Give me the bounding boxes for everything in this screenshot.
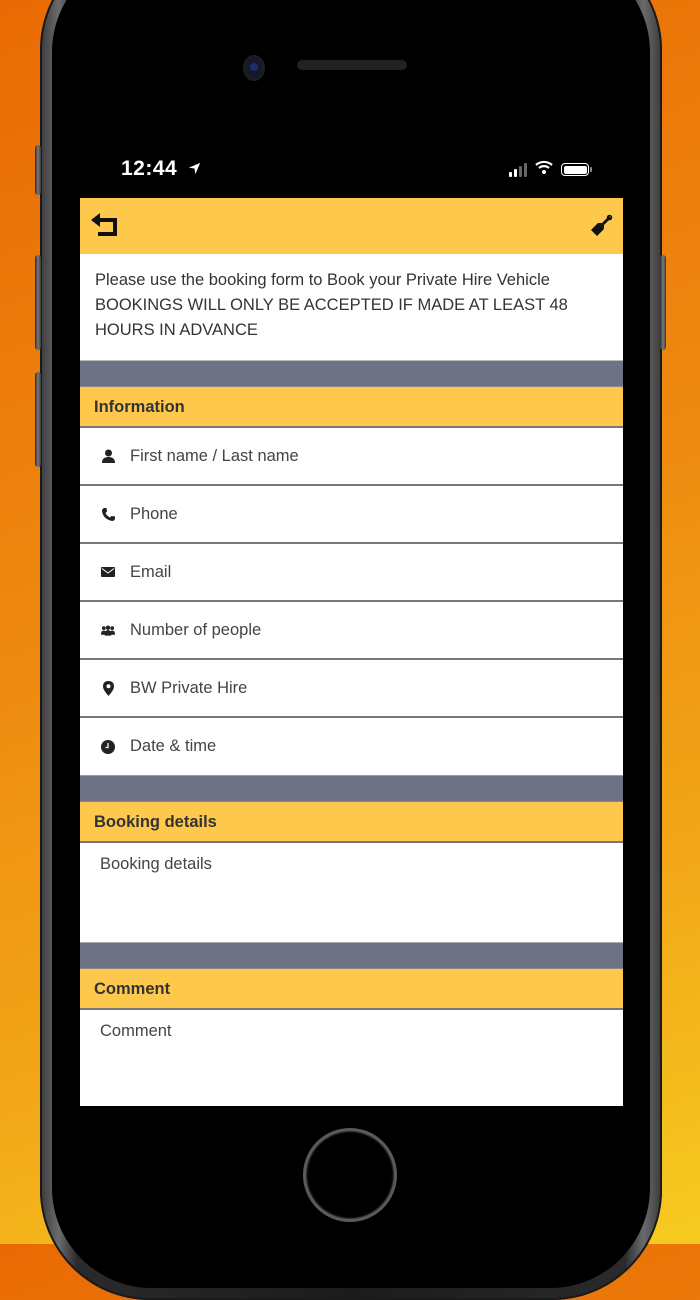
notice-line-2: BOOKINGS WILL ONLY BE ACCEPTED IF MADE AT LEAST 48 HOURS IN ADVANCE (95, 296, 568, 339)
datetime-field-placeholder: Date & time (130, 737, 217, 755)
clock-icon (101, 740, 115, 754)
comment-textarea[interactable] (80, 1010, 623, 1106)
people-count-placeholder: Number of people (130, 620, 262, 639)
phone-field-placeholder: Phone (130, 504, 178, 523)
power-button (660, 255, 666, 350)
email-field[interactable] (80, 544, 623, 602)
section-header-booking-details: Booking details (80, 802, 623, 843)
group-icon (101, 623, 115, 637)
location-arrow-icon (188, 162, 201, 180)
people-count-field[interactable] (80, 602, 623, 660)
phone-field[interactable] (80, 486, 623, 544)
silent-switch (35, 145, 41, 195)
app-screen (80, 138, 623, 1106)
section-divider (80, 776, 623, 802)
cellular-signal-icon (509, 163, 527, 177)
wifi-icon (535, 160, 553, 179)
section-header-comment: Comment (80, 969, 623, 1010)
section-divider (80, 361, 623, 387)
section-header-information: Information (80, 387, 623, 428)
comment-placeholder: Comment (100, 1022, 172, 1040)
name-field-placeholder: First name / Last name (130, 446, 299, 465)
back-return-icon (88, 229, 122, 246)
back-button[interactable] (88, 210, 122, 242)
volume-down-button (35, 372, 41, 467)
booking-notice (80, 254, 623, 361)
notice-line-1: Please use the booking form to Book your Private Hire Vehicle (95, 271, 550, 289)
datetime-field[interactable] (80, 718, 623, 776)
envelope-icon (101, 565, 115, 579)
clock-text: 12:44 (121, 157, 178, 180)
clear-form-button[interactable] (589, 214, 613, 238)
status-icons (509, 160, 589, 179)
location-field[interactable] (80, 660, 623, 718)
phone-icon (101, 507, 115, 521)
booking-details-placeholder: Booking details (100, 855, 212, 873)
earpiece-speaker (297, 60, 407, 70)
battery-icon (561, 163, 589, 176)
booking-details-textarea[interactable] (80, 843, 623, 943)
app-toolbar (80, 198, 623, 254)
paintbrush-icon (589, 225, 613, 242)
section-divider (80, 943, 623, 969)
volume-up-button (35, 255, 41, 350)
name-field[interactable] (80, 428, 623, 486)
person-icon (101, 449, 115, 463)
status-time (121, 157, 201, 181)
front-camera (243, 55, 265, 81)
home-button[interactable] (303, 1128, 397, 1222)
map-pin-icon (101, 681, 115, 695)
location-field-placeholder: BW Private Hire (130, 678, 248, 697)
status-bar (80, 138, 623, 198)
email-field-placeholder: Email (130, 562, 172, 581)
